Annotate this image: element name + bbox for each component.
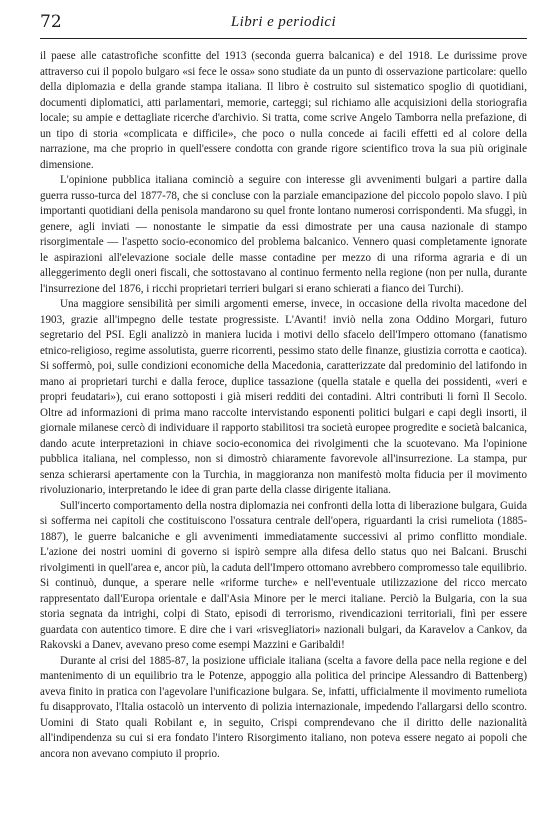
review-body	[40, 49, 527, 762]
page-number: 72	[40, 12, 62, 32]
paragraph-macedonian-revolt: Una maggiore sensibilità per simili argomenti emerse, invece, in occasione della rivolta macedone del 1903, grazie all'impegno delle testate progressiste. L'Avanti! inviò nella zona Oddino Morgari, futuro segretario del PSI. Egli analizzò in maniera lucida i motivi dello sfacelo dell'Impero ottomano (fanatismo etnico-religioso, regime assolutista, guerre ricorrenti, pessimo stato delle finanze, giustizia corrotta e caotica). Si soffermò, poi, sulle condizioni economiche della Macedonia, caratterizzate dal predominio del latifondo in mano ai proprietari turchi e dalla feroce, duplice tassazione (quella statale e quella dei possidenti, «veri e propri feudatari»), cui erano sottoposti i già miseri redditi dei contadini. Altri contributi li fornì Il Secolo. Oltre ad informazioni di prima mano raccolte intervistando esponenti politici bulgari e capi degli insorti, il giornale milanese cercò di individuare il rapporto stabilitosi tra società europee progredite e società balcanica, dando acute interpretazioni in chiave socio-economica dei rivolgimenti che la scuotevano. Ma l'opinione pubblica italiana, nel complesso, non si dimostrò chiaramente favorevole all'insurrezione. La stampa, pur senza schierarsi apertamente con la Turchia, in maggioranza non manifestò molta fiducia per il movimento rivoluzionario, interpretando le idee di gran parte della classe dirigente italiana.	[40, 298, 527, 496]
paragraph-public-opinion: L'opinione pubblica italiana cominciò a seguire con interesse gli avvenimenti bulgari a partire dalla guerra russo-turca del 1877-78, che si concluse con la parziale emancipazione del piccolo popolo slavo. I più importanti quotidiani della penisola mandarono su quel fronte lontano numerosi corrispondenti. Ma sfuggì, in genere, agli inviati — nonostante le simpatie da essi dimostrate per una causa nazionale di stampo risorgimentale — l'aspetto socio-economico del problema balcanico. Vennero quasi completamente ignorate le aspirazioni all'elevazione sociale delle masse contadine per mezzo di una riforma agraria e di un alleggerimento degli oneri fiscali, che sottostavano al continuo fermento nella regione (non per nulla, durante l'insurrezione del 1876, i ricchi proprietari terrieri bulgari si erano schierati a fianco dei Turchi).	[40, 174, 527, 295]
paragraph-rumeliot-crisis: Durante al crisi del 1885-87, la posizione ufficiale italiana (scelta a favore della pace nella regione e del mantenimento di un equilibrio tra le Potenze, appoggio alla politica del principe Alessandro di Battenberg) aveva finito in pratica con l'agevolare l'unificazione bulgara. Se, infatti, ufficialmente il movimento rumeliota fu disapprovato, l'Italia ostacolò un intervento di polizia internazionale, impedendo l'allargarsi dello scontro. Uomini di Stato quali Robilant e, in seguito, Crispi comprendevano che il diritto delle nazionalità all'indipendenza su cui si era fondato l'intero Risorgimento italiano, non poteva essere negato ai popoli che ancora non avevano compiuto il proprio.	[40, 654, 527, 760]
paragraph-diplomacy: Sull'incerto comportamento della nostra diplomazia nei confronti della lotta di liberazione bulgara, Guida si sofferma nei capitoli che costituiscono l'ossatura centrale dell'opera, riguardanti la crisi rumeliota (1885-1887), le guerre balcaniche e gli avvenimenti immediatamente successivi al primo conflitto mondiale. L'azione dei nostri uomini di governo si ispirò sempre alla difesa dello status quo nei Balcani. Bruschi rivolgimenti in quell'area e, ancor più, la caduta dell'Impero ottomano avrebbero compromesso tale equilibrio. Si continuò, dunque, a sperare nelle «riforme turche» e nell'eventuale utilizzazione del ricco mercato rappresentato dall'Europa orientale e dall'Asia Minore per le merci italiane. Perciò la Bulgaria, con la sua storia segnata da intrighi, colpi di Stato, episodi di terrorismo, rivendicazioni territoriali, finì per essere guardata con autentico timore. E dire che i vari «risvegliatori» nazionali bulgari, da Karavelov a Cankov, da Rakovski a Danev, avevano preso come esempi Mazzini e Garibaldi!	[40, 499, 527, 651]
paragraph-continuation: il paese alle catastrofiche sconfitte del 1913 (seconda guerra balcanica) e del 1918. Le durissime prove attraverso cui il popolo bulgaro «si fece le ossa» sono studiate da un punto di osservazione particolare: quello della diplomazia e della grande stampa italiana. Il libro è costruito sul sistematico spoglio di quotidiani, documenti diplomatici, atti parlamentari, memorie, carteggi; sul richiamo alle acquisizioni della storiografia locale; su ampie e dettagliate ricerche d'archivio. Si tratta, come scrive Angelo Tamborra nella prefazione, di un tipo di storia «complicata e difficile», che poco o nulla concede ai facili effetti ed al colore della narrazione, ma che proprio in quell'essere condotta con grande rigore scientifico trova la sua più originale dimensione.	[40, 50, 527, 171]
page-header	[40, 8, 527, 39]
running-title: Libri e periodici	[230, 14, 337, 30]
book-page	[40, 8, 527, 818]
